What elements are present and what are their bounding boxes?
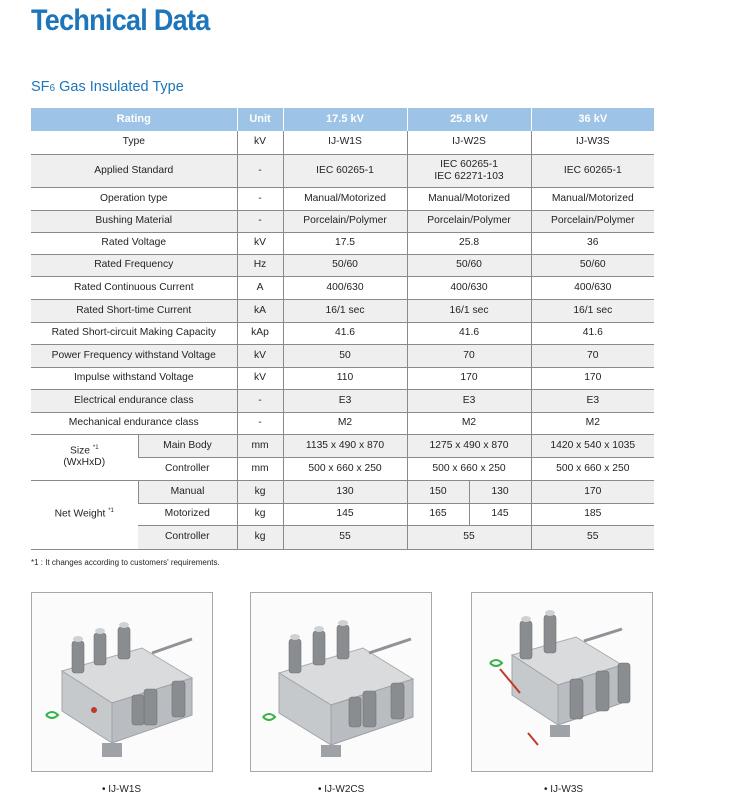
row-label: Rated Short-time Current [31, 299, 237, 322]
table-row [31, 131, 654, 154]
cell-value: 55 [531, 525, 654, 549]
table-row [31, 367, 654, 389]
caption-ij-w2cs: • IJ-W2CS [318, 784, 365, 795]
table-row [31, 210, 654, 232]
cell-value: 16/1 sec [531, 299, 654, 322]
section-subtitle [31, 79, 184, 95]
row-unit: kV [237, 344, 283, 367]
row-unit: kV [237, 232, 283, 254]
row-label: Rated Frequency [31, 254, 237, 276]
cell-value: 165 [407, 503, 469, 525]
cell-value: 25.8 [407, 232, 531, 254]
size-label: Size [69, 445, 90, 457]
cell-value-line: IEC 62271-103 [434, 170, 504, 182]
row-unit: - [237, 389, 283, 412]
cell-value: 50/60 [531, 254, 654, 276]
row-unit: - [237, 412, 283, 434]
row-unit: kg [237, 480, 283, 503]
sub-label: Main Body [138, 434, 237, 457]
footnote-marker: *1 [92, 444, 99, 451]
cell-value: 36 [531, 232, 654, 254]
row-label: Power Frequency withstand Voltage [31, 344, 237, 367]
row-label: Bushing Material [31, 210, 237, 232]
product-image-ij-w3s [471, 592, 653, 772]
cell-value: Manual/Motorized [407, 187, 531, 210]
caption-ij-w3s: • IJ-W3S [544, 784, 584, 795]
row-label: Operation type [31, 187, 237, 210]
size-label-dims: (WxHxD) [63, 457, 106, 469]
cell-value: 130 [283, 480, 407, 503]
size-category-label [31, 434, 138, 480]
cell-value: M2 [407, 412, 531, 434]
cell-value: 16/1 sec [283, 299, 407, 322]
page-title: Technical Data [31, 4, 210, 37]
table-row [31, 254, 654, 276]
cell-value: 50 [283, 344, 407, 367]
caption-ij-w1s: • IJ-W1S [102, 784, 142, 795]
cell-value: 1275 x 490 x 870 [407, 434, 531, 457]
table-row [31, 232, 654, 254]
table-row [31, 276, 654, 299]
cell-value: 1135 x 490 x 870 [283, 434, 407, 457]
footnote-marker: *1 [108, 508, 114, 515]
row-unit: mm [237, 457, 283, 480]
cell-value: 145 [469, 503, 531, 525]
sub-label: Motorized [138, 503, 237, 525]
subtitle-subscript: 6 [49, 83, 56, 94]
cell-value: 50/60 [407, 254, 531, 276]
cell-value: E3 [531, 389, 654, 412]
switch-illustration [32, 593, 213, 772]
cell-value: 400/630 [407, 276, 531, 299]
table-row [31, 322, 654, 344]
table-row [31, 389, 654, 412]
cell-value: 500 x 660 x 250 [407, 457, 531, 480]
subtitle-rest: Gas Insulated Type [55, 79, 184, 95]
cell-value: 16/1 sec [407, 299, 531, 322]
row-label: Mechanical endurance class [31, 412, 237, 434]
row-unit: A [237, 276, 283, 299]
technical-data-table [31, 108, 654, 550]
row-unit: kg [237, 525, 283, 549]
footnote: *1 : It changes according to customers' requirements. [31, 558, 220, 567]
cell-value: 170 [407, 367, 531, 389]
table-row [31, 412, 654, 434]
row-label: Rated Voltage [31, 232, 237, 254]
cell-value: 55 [283, 525, 407, 549]
product-image-ij-w2cs [250, 592, 432, 772]
cell-value: 170 [531, 367, 654, 389]
row-label: Type [31, 131, 237, 154]
table-row [31, 434, 654, 457]
cell-value: 41.6 [531, 322, 654, 344]
table-row [31, 480, 654, 503]
cell-value: IEC 60265-1 [531, 154, 654, 187]
cell-value: IEC 60265-1 [283, 154, 407, 187]
row-unit: Hz [237, 254, 283, 276]
cell-value: IJ-W1S [283, 131, 407, 154]
cell-value-line: IEC 60265-1 [440, 158, 498, 170]
sub-label: Controller [138, 457, 237, 480]
row-unit: kV [237, 367, 283, 389]
header-17-5kv: 17.5 kV [283, 108, 407, 131]
cell-value: Porcelain/Polymer [531, 210, 654, 232]
row-label: Electrical endurance class [31, 389, 237, 412]
cell-value: E3 [407, 389, 531, 412]
header-36kv: 36 kV [531, 108, 654, 131]
cell-value: 1420 x 540 x 1035 [531, 434, 654, 457]
switch-illustration [251, 593, 432, 772]
cell-value: Porcelain/Polymer [407, 210, 531, 232]
cell-value: 150 [407, 480, 469, 503]
table-header-row [31, 108, 654, 131]
product-image-ij-w1s [31, 592, 213, 772]
row-unit: - [237, 154, 283, 187]
cell-value: IJ-W2S [407, 131, 531, 154]
sub-label: Manual [138, 480, 237, 503]
sub-label: Controller [138, 525, 237, 549]
cell-value: Porcelain/Polymer [283, 210, 407, 232]
cell-value: 41.6 [407, 322, 531, 344]
cell-value: 70 [407, 344, 531, 367]
cell-value: 145 [283, 503, 407, 525]
cell-value: 17.5 [283, 232, 407, 254]
weight-label: Net Weight [54, 508, 106, 520]
row-label: Applied Standard [31, 154, 237, 187]
row-unit: kAp [237, 322, 283, 344]
cell-value: M2 [531, 412, 654, 434]
cell-value-stacked [407, 154, 531, 187]
cell-value: IJ-W3S [531, 131, 654, 154]
row-unit: mm [237, 434, 283, 457]
table-row [31, 344, 654, 367]
cell-value: 41.6 [283, 322, 407, 344]
row-unit: kV [237, 131, 283, 154]
row-label: Rated Continuous Current [31, 276, 237, 299]
row-unit: kA [237, 299, 283, 322]
cell-value: 110 [283, 367, 407, 389]
cell-value: 55 [407, 525, 531, 549]
subtitle-sf: SF [31, 79, 50, 95]
header-unit: Unit [237, 108, 283, 131]
row-unit: - [237, 210, 283, 232]
cell-value: E3 [283, 389, 407, 412]
table-row [31, 154, 654, 187]
cell-value: 185 [531, 503, 654, 525]
size-label-line [31, 445, 138, 457]
header-25-8kv: 25.8 kV [407, 108, 531, 131]
weight-category-label [31, 480, 138, 549]
table-row [31, 299, 654, 322]
table-row [31, 187, 654, 210]
switch-illustration [472, 593, 653, 772]
cell-value: 400/630 [531, 276, 654, 299]
row-label: Rated Short-circuit Making Capacity [31, 322, 237, 344]
cell-value: 400/630 [283, 276, 407, 299]
cell-value: 170 [531, 480, 654, 503]
cell-value: 50/60 [283, 254, 407, 276]
header-rating: Rating [31, 108, 237, 131]
cell-value: M2 [283, 412, 407, 434]
row-unit: - [237, 187, 283, 210]
row-label: Impulse withstand Voltage [31, 367, 237, 389]
cell-value: 500 x 660 x 250 [531, 457, 654, 480]
cell-value: 500 x 660 x 250 [283, 457, 407, 480]
cell-value: Manual/Motorized [531, 187, 654, 210]
cell-value: 130 [469, 480, 531, 503]
row-unit: kg [237, 503, 283, 525]
cell-value: 70 [531, 344, 654, 367]
cell-value: Manual/Motorized [283, 187, 407, 210]
